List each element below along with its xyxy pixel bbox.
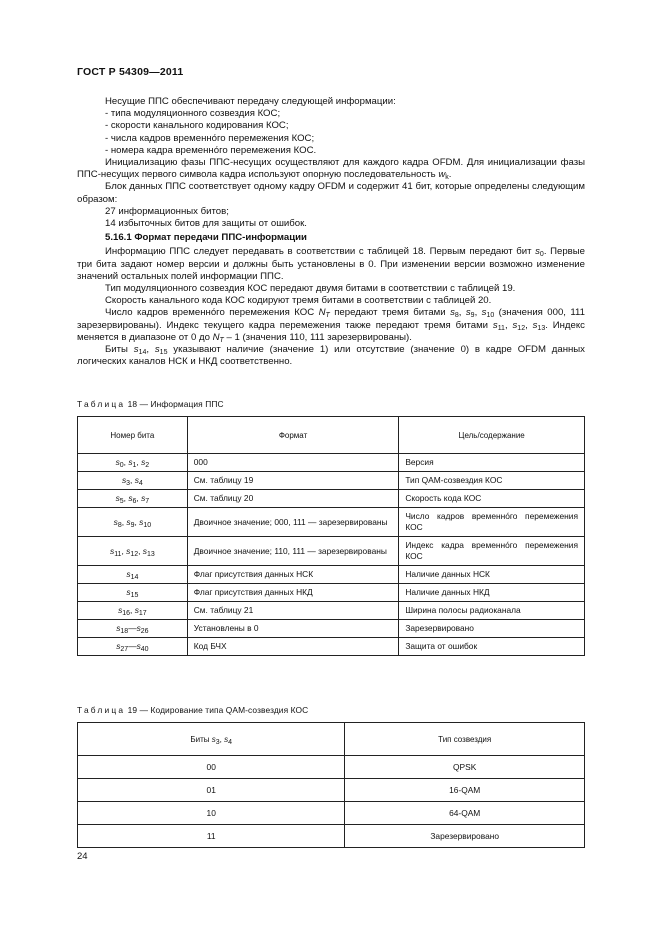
paragraph: Скорость канального кода КОС кодируют тремя битами в соответствии с таблицей 20. bbox=[105, 295, 492, 307]
cell-format: 000 bbox=[187, 454, 399, 472]
cell-bits: 10 bbox=[78, 802, 345, 825]
table-header-row bbox=[78, 723, 585, 756]
cell-bit-number: $s_3$, $s_4$ bbox=[78, 472, 188, 490]
table-row bbox=[78, 802, 585, 825]
cell-bit-number: $s_5$, $s_6$, $s_7$ bbox=[78, 490, 188, 508]
cell-bit-number: $s_0$, $s_1$, $s_2$ bbox=[78, 454, 188, 472]
cell-purpose: Тип QAM-созвездия КОС bbox=[399, 472, 585, 490]
column-header-type: Тип созвездия bbox=[345, 723, 585, 756]
table-row bbox=[78, 584, 585, 602]
cell-bit-number: $s_{18}—s_{26}$ bbox=[78, 620, 188, 638]
table-header-row bbox=[78, 417, 585, 454]
paragraph: Инициализацию фазы ППС-несущих осуществляют для каждого кадра OFDM. Для инициализации фазы ППС-несущих первого символа кадра используют опорную последовательность $w_k$. bbox=[77, 157, 585, 182]
list-item: - скорости канального кодирования КОС; bbox=[105, 120, 289, 132]
cell-format: Двоичное значение; 000, 111 — зарезервированы bbox=[187, 508, 399, 537]
cell-constellation-type: 64-QAM bbox=[345, 802, 585, 825]
cell-purpose: Наличие данных НКД bbox=[399, 584, 585, 602]
column-header: Номер бита bbox=[78, 417, 188, 454]
list-item: - номера кадра временно́го перемежения КОС. bbox=[105, 144, 317, 156]
table-row bbox=[78, 779, 585, 802]
cell-purpose: Версия bbox=[399, 454, 585, 472]
table-row bbox=[78, 508, 585, 537]
table-row bbox=[78, 454, 585, 472]
document-header: ГОСТ Р 54309—2011 bbox=[77, 66, 184, 78]
table-19-caption: Таблица 19 — Кодирование типа QAM-созвездия КОС bbox=[77, 705, 309, 715]
cell-format: См. таблицу 19 bbox=[187, 472, 399, 490]
cell-constellation-type: QPSK bbox=[345, 756, 585, 779]
table-row bbox=[78, 537, 585, 566]
list-item: 27 информационных битов; bbox=[105, 205, 229, 217]
page-number: 24 bbox=[77, 851, 88, 862]
cell-bit-number: $s_{11}$, $s_{12}$, $s_{13}$ bbox=[78, 537, 188, 566]
table-row bbox=[78, 490, 585, 508]
column-header: Формат bbox=[187, 417, 399, 454]
cell-purpose: Индекс кадра временно́го перемежения КОС bbox=[399, 537, 585, 566]
paragraph: Блок данных ППС соответствует одному кадру OFDM и содержит 41 бит, которые определены следующим образом: bbox=[77, 181, 585, 205]
cell-bit-number: $s_{16}$, $s_{17}$ bbox=[78, 602, 188, 620]
cell-constellation-type: Зарезервировано bbox=[345, 825, 585, 848]
cell-format: См. таблицу 21 bbox=[187, 602, 399, 620]
cell-format: Флаг присутствия данных НКД bbox=[187, 584, 399, 602]
list-item: 14 избыточных битов для защиты от ошибок. bbox=[105, 218, 307, 230]
cell-purpose: Зарезервировано bbox=[399, 620, 585, 638]
cell-format: См. таблицу 20 bbox=[187, 490, 399, 508]
cell-purpose: Защита от ошибок bbox=[399, 638, 585, 656]
table-19 bbox=[77, 722, 585, 848]
table-row bbox=[78, 566, 585, 584]
cell-bit-number: $s_{14}$ bbox=[78, 566, 188, 584]
body-text bbox=[77, 96, 585, 368]
cell-bits: 01 bbox=[78, 779, 345, 802]
cell-purpose: Наличие данных НСК bbox=[399, 566, 585, 584]
column-header: Цель/содержание bbox=[399, 417, 585, 454]
cell-format: Флаг присутствия данных НСК bbox=[187, 566, 399, 584]
cell-bit-number: $s_8$, $s_9$, $s_{10}$ bbox=[78, 508, 188, 537]
list-item: - типа модуляционного созвездия КОС; bbox=[105, 108, 281, 120]
cell-bit-number: $s_{27}—s_{40}$ bbox=[78, 638, 188, 656]
section-heading: 5.16.1 Формат передачи ППС-информации bbox=[105, 232, 307, 244]
cell-bits: 00 bbox=[78, 756, 345, 779]
cell-bit-number: $s_{15}$ bbox=[78, 584, 188, 602]
table-row bbox=[78, 825, 585, 848]
table-row bbox=[78, 602, 585, 620]
cell-purpose: Число кадров временно́го перемежения КОС bbox=[399, 508, 585, 537]
paragraph: Тип модуляционного созвездия КОС передают двумя битами в соответствии с таблицей 19. bbox=[105, 283, 516, 295]
paragraph: Биты $s_{14}$, $s_{15}$ указывают наличие (значение 1) или отсутствие (значение 0) в кадре OFDM данных логических каналов НСК и НКД соответственно. bbox=[77, 344, 585, 368]
cell-format: Код БЧХ bbox=[187, 638, 399, 656]
list-item: - числа кадров временно́го перемежения КОС; bbox=[105, 132, 315, 144]
cell-format: Установлены в 0 bbox=[187, 620, 399, 638]
cell-constellation-type: 16-QAM bbox=[345, 779, 585, 802]
cell-purpose: Ширина полосы радиоканала bbox=[399, 602, 585, 620]
table-row bbox=[78, 638, 585, 656]
column-header-bits: Биты $s_3$, $s_4$ bbox=[78, 723, 345, 756]
cell-purpose: Скорость кода КОС bbox=[399, 490, 585, 508]
paragraph: Число кадров временно́го перемежения КОС $N_T$ передают тремя битами $s_8$, $s_9$, $s_{10}$ (значения 000, 111 зарезервированы). Индекс текущего кадра перемежения также передают тремя битами $s_{11}$, $s_{12}$, $s_{13}$. Индекс меняется в диапазоне от 0 до $N_T - 1$ (значения 110, 111 зарезервированы). bbox=[77, 307, 585, 344]
paragraph: Информацию ППС следует передавать в соответствии с таблицей 18. Первым передают бит $s_0$. Первые три бита задают номер версии и должны быть установлены в 0. При изменении версии возможно изменение значений остальных полей информации ППС. bbox=[77, 246, 585, 282]
table-row bbox=[78, 620, 585, 638]
table-18-caption: Таблица 18 — Информация ППС bbox=[77, 399, 224, 409]
paragraph: Несущие ППС обеспечивают передачу следующей информации: bbox=[105, 96, 396, 107]
table-18 bbox=[77, 416, 585, 656]
table-row bbox=[78, 472, 585, 490]
cell-format: Двоичное значение; 110, 111 — зарезервированы bbox=[187, 537, 399, 566]
table-row bbox=[78, 756, 585, 779]
cell-bits: 11 bbox=[78, 825, 345, 848]
